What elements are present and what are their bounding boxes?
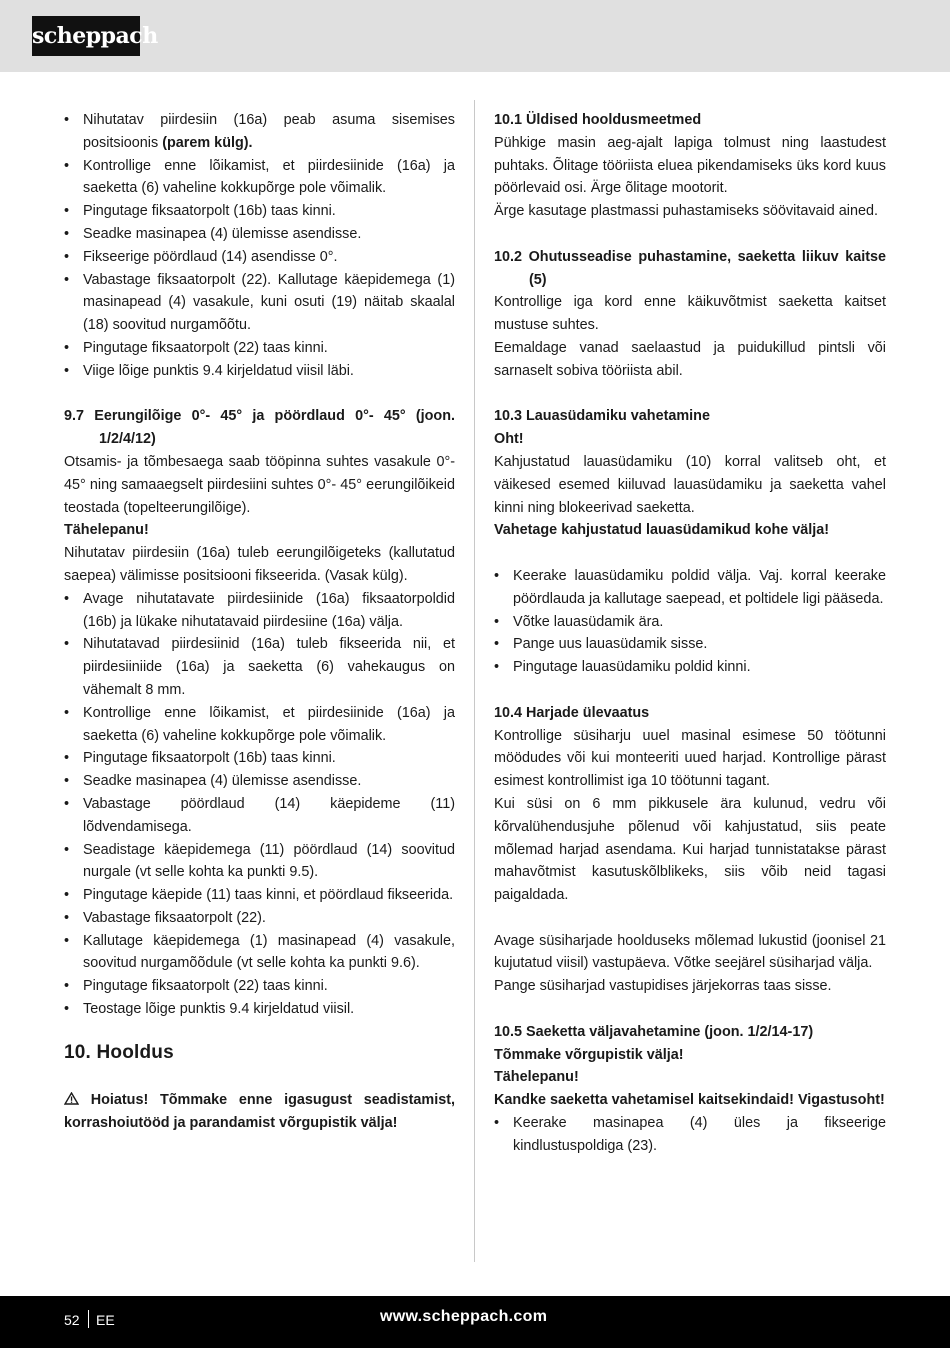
list-item: • Teostage lõige punktis 9.4 kirjeldatud viisil.: [64, 998, 455, 1021]
list-item: • Seadistage käepidemega (11) pöördlaud (14) soovitud nurgale (vt selle kohta ka punkti 9.5).: [64, 839, 455, 885]
list-item: • Keerake lauasüdamiku poldid välja. Vaj. korral keerake pöördlauda ja kallutage saepead, et poltidele ligi pääseda.: [494, 565, 886, 611]
paragraph-bold: Vahetage kahjustatud lauasüdamikud kohe välja!: [494, 522, 830, 539]
website-link[interactable]: www.scheppach.com: [380, 1308, 548, 1325]
list-item: • Pingutage fiksaatorpolt (22) taas kinni.: [64, 975, 455, 998]
warning-paragraph: Hoiatus! Tõmmake enne igasugust seadistamist, korrashoiutööd ja parandamist võrgupistik välja!: [64, 1089, 455, 1135]
footer-separator: [88, 1310, 89, 1328]
section-heading-10-2: 10.2 Ohutusseadise puhastamine, saeketta liikuv kaitse (5): [494, 248, 886, 288]
list-item: • Seadke masinapea (4) ülemisse asendisse.: [64, 223, 455, 246]
paragraph: Kui süsi on 6 mm pikkusele ära kulunud, vedru või kõrvalühendusjuhe põlenud või kahjustatud, siis peate mõlemad harjad asendama. Kui harjad tunnistatakse pärast mahavõtmist kasutuskõlblikeks, siis võib neid tagasi paigaldada.: [494, 795, 886, 904]
danger-label: Oht!: [494, 431, 524, 448]
list-item: • Nihutatavad piirdesiinid (16a) tuleb fikseerida nii, et piirdesiiniide (16a) ja saeketta (6) vahekaugus on vähemalt 8 mm.: [64, 633, 455, 701]
list-item: • Viige lõige punktis 9.4 kirjeldatud viisil läbi.: [64, 360, 455, 383]
section-heading-9-7: 9.7 Eerungilõige 0°- 45° ja pöördlaud 0°- 45° (joon. 1/2/4/12): [64, 408, 455, 448]
paragraph: Kahjustatud lauasüdamiku (10) korral valitseb oht, et väikesed esemed kiiluvad lauasüdamiku ja saeketta vahel kinni ning blokeerivad saeketta.: [494, 453, 886, 516]
paragraph-bold: Tõmmake võrgupistik välja!: [494, 1046, 684, 1063]
list-item: • Seadke masinapea (4) ülemisse asendisse.: [64, 770, 455, 793]
language-code: EE: [96, 1312, 115, 1328]
list-item: • Vabastage pöördlaud (14) käepideme (11) lõdvendamisega.: [64, 793, 455, 839]
section-heading-10-5: 10.5 Saeketta väljavahetamine (joon. 1/2/14-17): [494, 1023, 814, 1040]
column-divider: [474, 100, 475, 1262]
list-item: • Pingutage fiksaatorpolt (16b) taas kinni.: [64, 747, 455, 770]
page-footer: [0, 1296, 950, 1348]
attention-label: Tähelepanu!: [64, 522, 149, 539]
scheppach-logo: scheppach: [32, 16, 140, 56]
list-item: • Vabastage fiksaatorpolt (22).: [64, 907, 455, 930]
list-item: • Pingutage fiksaatorpolt (22) taas kinni.: [64, 337, 455, 360]
list-item: • Fikseerige pöördlaud (14) asendisse 0°.: [64, 246, 455, 269]
paragraph: Avage süsiharjade hoolduseks mõlemad lukustid (joonisel 21 kujutatud viisil) vastupäeva. Võtke seejärel süsiharjad välja.: [494, 932, 886, 972]
paragraph: Pühkige masin aeg-ajalt lapiga tolmust ning laastudest puhtaks. Õlitage tööriista eluea pikendamiseks üks kord kuus pöörlevaid osi. Ärge õlitage mootorit.: [494, 134, 886, 197]
list-item: • Keerake masinapea (4) üles ja fikseerige kindlustuspoldiga (23).: [494, 1112, 886, 1158]
paragraph-bold: Kandke saeketta vahetamisel kaitsekindaid! Vigastusoht!: [494, 1092, 885, 1109]
warning-triangle-icon: [64, 1089, 79, 1112]
section-heading-10-3: 10.3 Lauasüdamiku vahetamine: [494, 408, 710, 425]
page-number: 52: [64, 1312, 80, 1328]
paragraph: Ärge kasutage plastmassi puhastamiseks söövitavaid ained.: [494, 203, 878, 220]
right-column: [494, 109, 886, 1158]
attention-label: Tähelepanu!: [494, 1069, 579, 1086]
left-column: [64, 109, 455, 1134]
paragraph: Otsamis- ja tõmbesaega saab tööpinna suhtes vasakule 0°- 45° ning samaaegselt piirdesiini suhtes 0°- 45° eerungilõikeid teostada (topelteerungilõige).: [64, 453, 455, 516]
list-item: • Nihutatav piirdesiin (16a) peab asuma sisemises positsioonis (parem külg).: [64, 109, 455, 155]
list-item: • Pingutage käepide (11) taas kinni, et pöördlaud fikseerida.: [64, 884, 455, 907]
paragraph: Nihutatav piirdesiin (16a) tuleb eerungilõigeteks (kallutatud saepea) välimisse positsiooni fikseerida. (Vasak külg).: [64, 545, 455, 584]
page-header: [0, 0, 950, 72]
list-item: • Pingutage lauasüdamiku poldid kinni.: [494, 656, 886, 679]
paragraph: Eemaldage vanad saelaastud ja puidukillud pintsli või sarnaselt sobiva tööriista abil.: [494, 339, 886, 379]
list-item: • Kontrollige enne lõikamist, et piirdesiinide (16a) ja saeketta (6) vaheline kokkupõrge pole võimalik.: [64, 155, 455, 201]
paragraph: Kontrollige süsiharju uuel masinal esimese 50 töötunni möödudes või kui monteeriti uued harjad. Kontrollige pärast esimest kontrollimist iga 10 töötunni tagant.: [494, 727, 886, 790]
paragraph: Pange süsiharjad vastupidises järjekorras taas sisse.: [494, 978, 832, 995]
list-item: • Võtke lauasüdamik ära.: [494, 611, 886, 634]
list-item: • Kallutage käepidemega (1) masinapead (4) vasakule, soovitud nurgamõõdule (vt selle kohta ka punkti 9.6).: [64, 930, 455, 976]
list-item: • Kontrollige enne lõikamist, et piirdesiinide (16a) ja saeketta (6) vaheline kokkupõrge pole võimalik.: [64, 702, 455, 748]
list-item: • Avage nihutatavate piirdesiinide (16a) fiksaatorpoldid (16b) ja lükake nihutatavaid piirdesiine (16a) välja.: [64, 588, 455, 634]
list-item: • Pingutage fiksaatorpolt (16b) taas kinni.: [64, 200, 455, 223]
section-heading-10-1: 10.1 Üldised hooldusmeetmed: [494, 112, 702, 128]
paragraph: Kontrollige iga kord enne käikuvõtmist saeketta kaitset mustuse suhtes.: [494, 294, 886, 334]
list-item: • Vabastage fiksaatorpolt (22). Kallutage käepidemega (1) masinapead (4) vasakule, kuni osuti (19) näitab skaalal (18) soovitud nurgamõõtu.: [64, 269, 455, 337]
section-heading-10: 10. Hooldus: [64, 1041, 174, 1063]
section-heading-10-4: 10.4 Harjade ülevaatus: [494, 704, 650, 721]
list-item: • Pange uus lauasüdamik sisse.: [494, 633, 886, 656]
